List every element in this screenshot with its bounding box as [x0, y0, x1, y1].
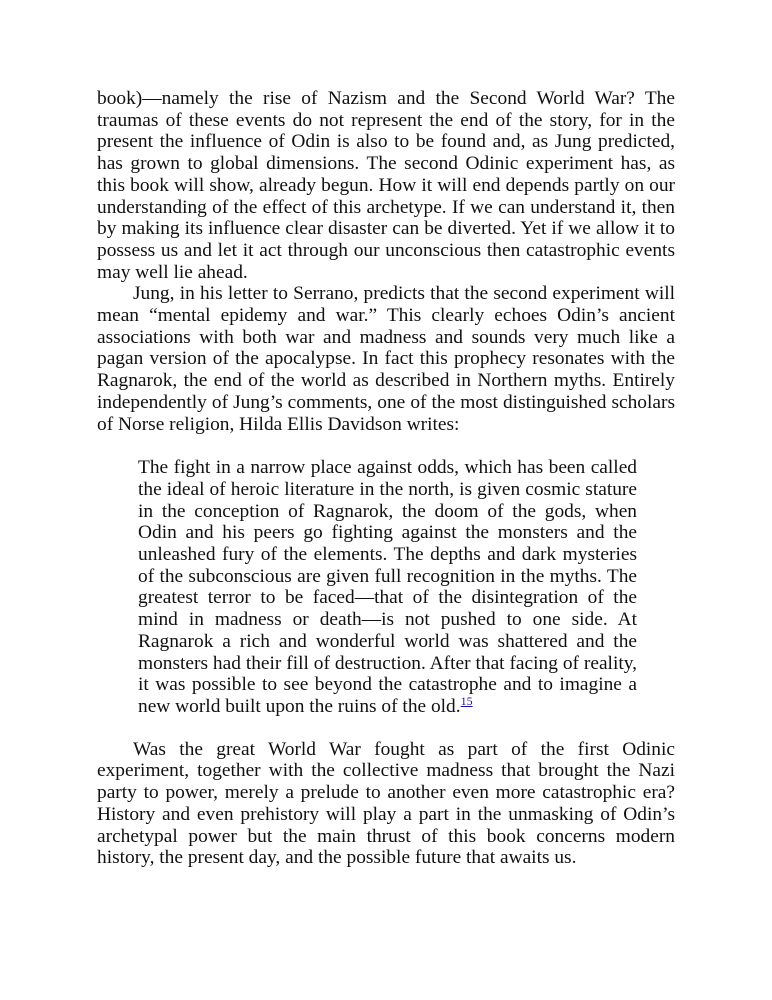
page-body	[97, 88, 675, 869]
paragraph-jung-serrano: Jung, in his letter to Serrano, predicts that the second experiment will mean “mental epidemy and war.” This clearly echoes Odin’s ancient associations with both war and madness and sounds very much like a pagan version of the apocalypse. In fact this prophecy resonates with the Ragnarok, the end of the world as described in Northern myths. Entirely independently of Jung’s comments, one of the most distinguished scholars of Norse religion, Hilda Ellis Davidson writes:	[97, 283, 675, 435]
footnote-link-15[interactable]: 15	[460, 693, 473, 708]
paragraph-world-war: Was the great World War fought as part of the first Odinic experiment, together with the collective madness that brought the Nazi party to power, merely a prelude to another even more catastrophic era? History and even prehistory will play a part in the unmasking of Odin’s archetypal power but the main thrust of this book concerns modern history, the present day, and the possible future that awaits us.	[97, 738, 675, 869]
block-quote-davidson	[138, 457, 637, 717]
paragraph-continuation: book)—namely the rise of Nazism and the Second World War? The traumas of these events do not represent the end of the story, for in the present the influence of Odin is also to be found and, as Jung predicted, has grown to global dimensions. The second Odinic experiment has, as this book will show, already begun. How it will end depends partly on our understanding of the effect of this archetype. If we can understand it, then by making its influence clear disaster can be diverted. Yet if we allow it to possess us and let it act through our unconscious then catastrophic events may well lie ahead.	[97, 88, 675, 283]
block-quote-text: The fight in a narrow place against odds, which has been called the ideal of heroic literature in the north, is given cosmic stature in the conception of Ragnarok, the doom of the gods, when Odin and his peers go fighting against the monsters and the unleashed fury of the elements. The depths and dark mysteries of the subconscious are given full recognition in the myths. The greatest terror to be faced—that of the disintegration of the mind in madness or death—is not pushed to one side. At Ragnarok a rich and wonderful world was shattered and the monsters had their fill of destruction. After that facing of reality, it was possible to see beyond the catastrophe and to imagine a new world built upon the ruins of the old.	[138, 457, 637, 717]
